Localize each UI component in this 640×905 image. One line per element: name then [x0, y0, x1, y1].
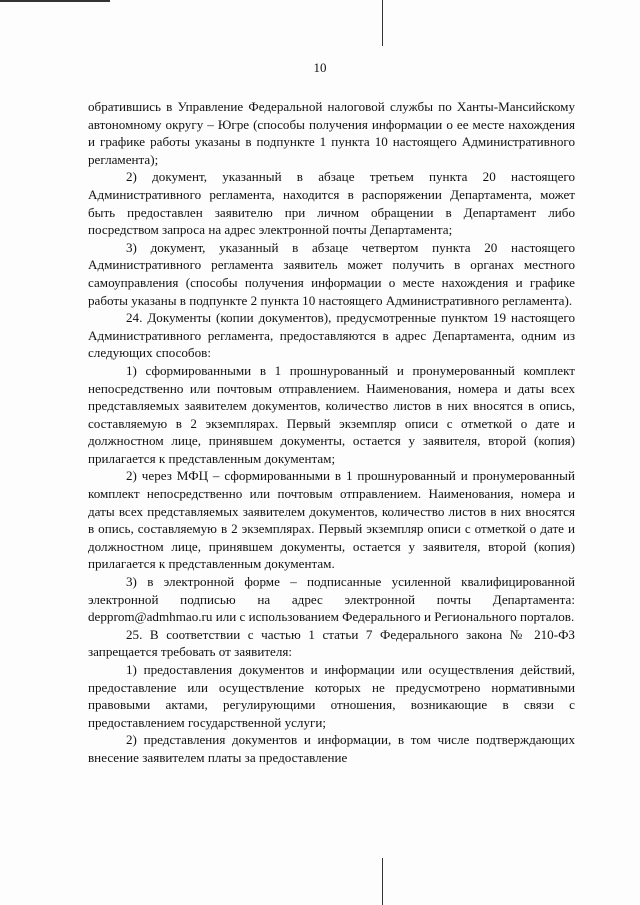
- document-body: [88, 98, 575, 767]
- paragraph: 1) сформированными в 1 прошнурованный и пронумерованный комплект непосредственно или почтовым отправлением. Наименования, номера и даты всех представляемых заявителем документов, количество листов в них вносятся в опись, составляемую в 2 экземплярах. Первый экземпляр описи с отметкой о дате и должностном лице, принявшем документы, остается у заявителя, второй (копия) прилагается к представленным документам;: [88, 362, 575, 466]
- paragraph: 24. Документы (копии документов), предусмотренные пунктом 19 настоящего Административного регламента, предоставляются в адрес Департамента, одним из следующих способов:: [88, 310, 575, 361]
- paragraph: 25. В соответствии с частью 1 статьи 7 Федерального закона № 210-ФЗ запрещается требовать от заявителя:: [88, 626, 575, 660]
- paragraph: 2) представления документов и информации, в том числе подтверждающих внесение заявителем платы за предоставление: [88, 732, 575, 765]
- paragraph: 3) документ, указанный в абзаце четвертом пункта 20 настоящего Административного регламента заявитель может получить в органах местного самоуправления (способы получения информации о месте нахождения и графике работы указаны в подпункте 2 пункта 10 настоящего Административного регламента).: [88, 239, 575, 308]
- paragraph-continuation: обратившись в Управление Федеральной налоговой службы по Ханты-Мансийскому автономному округу – Югре (способы получения информации о ее месте нахождения и графике работы указаны в подпункте 1 пункта 10 настоящего Административного регламента);: [88, 99, 575, 167]
- scan-artifact-top-left: [0, 0, 110, 2]
- paragraph: 2) через МФЦ – сформированными в 1 прошнурованный и пронумерованный комплект непосредственно или почтовым отправлением. Наименования, номера и даты всех представляемых заявителем документов, количество листов в них вносятся в опись, составляемую в 2 экземплярах. Первый экземпляр описи с отметкой о дате и должностном лице, принявшем документы, остается у заявителя, второй (копия) прилагается к представленным документам.: [88, 468, 575, 572]
- paragraph: 2) документ, указанный в абзаце третьем пункта 20 настоящего Административного регламента, находится в распоряжении Департамента, может быть предоставлен заявителю при личном обращении в Департамент либо посредством запроса на адрес электронной почты Департамента;: [88, 169, 575, 238]
- scan-artifact-bottom-center: [382, 858, 383, 905]
- page-number: 10: [313, 60, 327, 75]
- paragraph: 1) предоставления документов и информации или осуществления действий, предоставление или осуществление которых не предусмотрено нормативными правовыми актами, регулирующими отношения, возникающие в связи с предоставлением государственной услуги;: [88, 662, 575, 730]
- scan-artifact-top-center: [382, 0, 383, 46]
- paragraph: 3) в электронной форме – подписанные усиленной квалифицированной электронной подписью на адрес электронной почты Департамента: depprom@admhmao.ru или с использованием Федерального и Регионального порталов.: [88, 574, 575, 625]
